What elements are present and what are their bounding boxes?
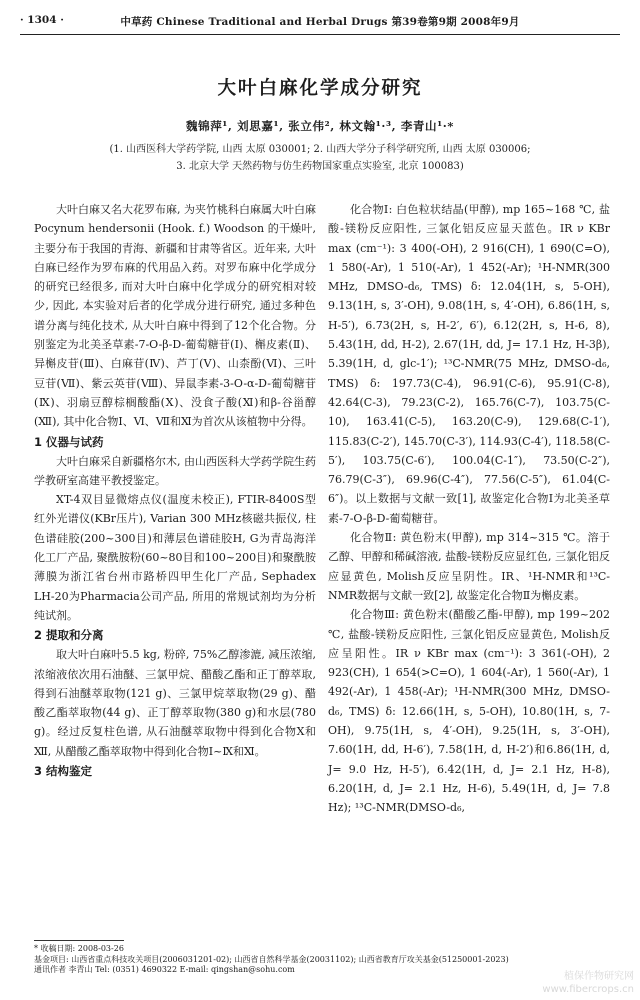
affiliation-line: 3. 北京大学 天然药物与仿生药物国家重点实验室, 北京 100083) bbox=[176, 161, 464, 172]
author-list: 魏锦萍¹, 刘思嘉¹, 张立伟², 林文翰¹·³, 李青山¹·* bbox=[186, 119, 454, 133]
running-header bbox=[20, 10, 620, 35]
body-paragraph: 化合物Ⅰ: 白色粒状结晶(甲醇), mp 165~168 ℃, 盐酸-镁粉反应阳性, 三氯化铝反应显天蓝色。IR ν KBr max (cm⁻¹): 3 400(-OH), 2 916(CH), 1 690(C=O), 1 580(-Ar), 1 510(-Ar), 1 452(-Ar); ¹H-NMR(300 MHz, DMSO-d₆, TMS) δ: 12.04(1H, s, 5-OH), 9.13(1H, s, 3′-OH), 9.08(1H, s, 4′-OH), 6.86(1H, s, H-5′), 6.73(2H, s, H-2′, 6′), 6.12(2H, s, H-6, 8), 5.43(1H, dd, H-2), 2.67(1H, dd, J= 17.1 Hz, H-3β), 5.39(1H, d, glc-1′); ¹³C-NMR(75 MHz, DMSO-d₆, TMS) δ: 197.73(C-4), 96.91(C-6), 95.91(C-8), 42.64(C-3), 79.23(C-2), 165.76(C-7), 103.75(C-10), 163.41(C-5), 163.20(C-9), 129.68(C-1′), 115.83(C-2′), 145.70(C-3′), 114.93(C-4′), 118.58(C-5′), 103.75(C-6′), 100.04(C-1″), 73.50(C-2″), 76.79(C-3″), 69.96(C-4″), 77.56(C-5″), 61.04(C-6″)。以上数据与文献一致[1], 故鉴定化合物Ⅰ为北美圣草素-7-O-β-D-葡萄糖苷。 bbox=[328, 203, 610, 525]
body-paragraph: 大叶白麻又名大花罗布麻, 为夹竹桃科白麻属大叶白麻 Pocynum hendersonii (Hook. f.) Woodson 的干燥叶, 主要分布于我国的青海、新疆和甘肃等省区。近年来, 大叶白麻已经作为罗布麻的代用品入药。对罗布麻中化学成分的研究已经很多, 而对大叶白麻中化学成分的研究相对较少, 因此, 本实验对后者的化学成分进行研究, 通过多种色谱分离与纯化技术, 从大叶白麻中得到了12个化合物。分别鉴定为北美圣草素-7-O-β-D-葡萄糖苷(Ⅰ)、槲皮素(Ⅱ)、异槲皮苷(Ⅲ)、白麻苷(Ⅳ)、芦丁(Ⅴ)、山柰酚(Ⅵ)、三叶豆苷(Ⅶ)、紫云英苷(Ⅷ)、异鼠李素-3-O-α-D-葡萄糖苷(Ⅸ)、羽扇豆醇棕榈酸酯(Ⅹ)、没食子酸(Ⅺ)和β-谷甾醇(Ⅻ), 其中化合物Ⅰ、Ⅵ、Ⅶ和Ⅺ为首次从该植物中分得。 bbox=[34, 203, 316, 429]
body-paragraph: 化合物Ⅲ: 黄色粉末(醋酸乙酯-甲醇), mp 199~202 ℃, 盐酸-镁粉反应阳性, 三氯化铝反应显黄色, Molish反应呈阳性。IR ν KBr max (cm⁻¹): 3 361(-OH), 2 923(CH), 1 654(>C=O), 1 604(-Ar), 1 560(-Ar), 1 492(-Ar), 1 458(-Ar); ¹H-NMR(300 MHz, DMSO-d₆, TMS) δ: 12.66(1H, s, 5-OH), 10.80(1H, s, 7-OH), 9.75(1H, s, 4′-OH), 9.25(1H, s, 3′-OH), 7.60(1H, dd, H-6′), 7.58(1H, d, H-2′)和6.86(1H, d, J= 9.0 Hz, H-5′), 6.42(1H, d, J= 2.1 Hz, H-8), 6.20(1H, d, J= 2.1 Hz, H-6), 5.49(1H, d, J= 7.8 Hz); ¹³C-NMR(DMSO-d₆, bbox=[328, 608, 610, 815]
right-column bbox=[328, 200, 610, 818]
page-number: · 1304 · bbox=[20, 14, 64, 26]
footnote-received: * 收稿日期: 2008-03-26 bbox=[34, 944, 124, 953]
left-column bbox=[34, 200, 316, 781]
body-paragraph: 取大叶白麻叶5.5 kg, 粉碎, 75%乙醇渗漉, 减压浓缩, 浓缩液依次用石油醚、三氯甲烷、醋酸乙酯和正丁醇萃取, 得到石油醚萃取物(121 g)、三氯甲烷萃取物(29 g)、醋酸乙酯萃取物(44 g)、正丁醇萃取物(380 g)和水层(780 g)。经过反复柱色谱, 从石油醚萃取物中得到化合物Ⅹ和Ⅻ, 从醋酸乙酯萃取物中得到化合物Ⅰ~Ⅸ和Ⅺ。 bbox=[34, 648, 316, 758]
body-paragraph: XT-4双目显微熔点仪(温度未校正), FTIR-8400S型红外光谱仪(KBr压片), Varian 300 MHz核磁共振仪, 柱色谱硅胶(200~300目)和薄层色谱硅胶H, G为青岛海洋化工厂产品, 聚酰胺粉(60~80目和100~200目)和聚酰胺薄膜为浙江省台州市路桥四甲生化厂产品, Sephadex LH-20为Pharmacia公司产品, 所用的常规试剂均为分析纯试剂。 bbox=[34, 493, 316, 622]
body-paragraph: 化合物Ⅱ: 黄色粉末(甲醇), mp 314~315 ℃。溶于乙醇、甲醇和稀碱溶液, 盐酸-镁粉反应显红色, 三氯化铝反应显黄色, Molish反应呈阴性。IR、¹H-NMR和¹³C-NMR数据与文献一致[2], 故鉴定化合物Ⅱ为槲皮素。 bbox=[328, 531, 610, 602]
footnotes bbox=[34, 944, 620, 976]
footnote-contact: 通讯作者 李青山 Tel: (0351) 4690322 E-mail: qingshan@sohu.com bbox=[34, 965, 295, 974]
watermark-name: 植保作物研究网 bbox=[564, 971, 634, 982]
footnote-divider bbox=[34, 940, 124, 941]
footnote-funding: 基金项目: 山西省重点科技攻关项目(2006031201-02); 山西省自然科学基金(20031102); 山西省教育厅攻关基金(51250001-2023) bbox=[34, 954, 509, 964]
affiliation-line: (1. 山西医科大学药学院, 山西 太原 030001; 2. 山西大学分子科学研究所, 山西 太原 030006; bbox=[109, 144, 531, 155]
site-watermark bbox=[542, 970, 634, 996]
paper-title: 大叶白麻化学成分研究 bbox=[217, 78, 423, 99]
section-heading: 3 结构鉴定 bbox=[34, 764, 93, 779]
section-heading: 1 仪器与试药 bbox=[34, 434, 104, 449]
body-paragraph: 大叶白麻采自新疆格尔木, 由山西医科大学药学院生药学教研室高建平教授鉴定。 bbox=[34, 454, 316, 487]
journal-info: 中草药 Chinese Traditional and Herbal Drugs 第39卷第9期 2008年9月 bbox=[120, 16, 520, 28]
watermark-url: www.fibercrops.cn bbox=[542, 984, 634, 995]
section-heading: 2 提取和分离 bbox=[34, 628, 104, 643]
affiliations bbox=[40, 141, 600, 175]
